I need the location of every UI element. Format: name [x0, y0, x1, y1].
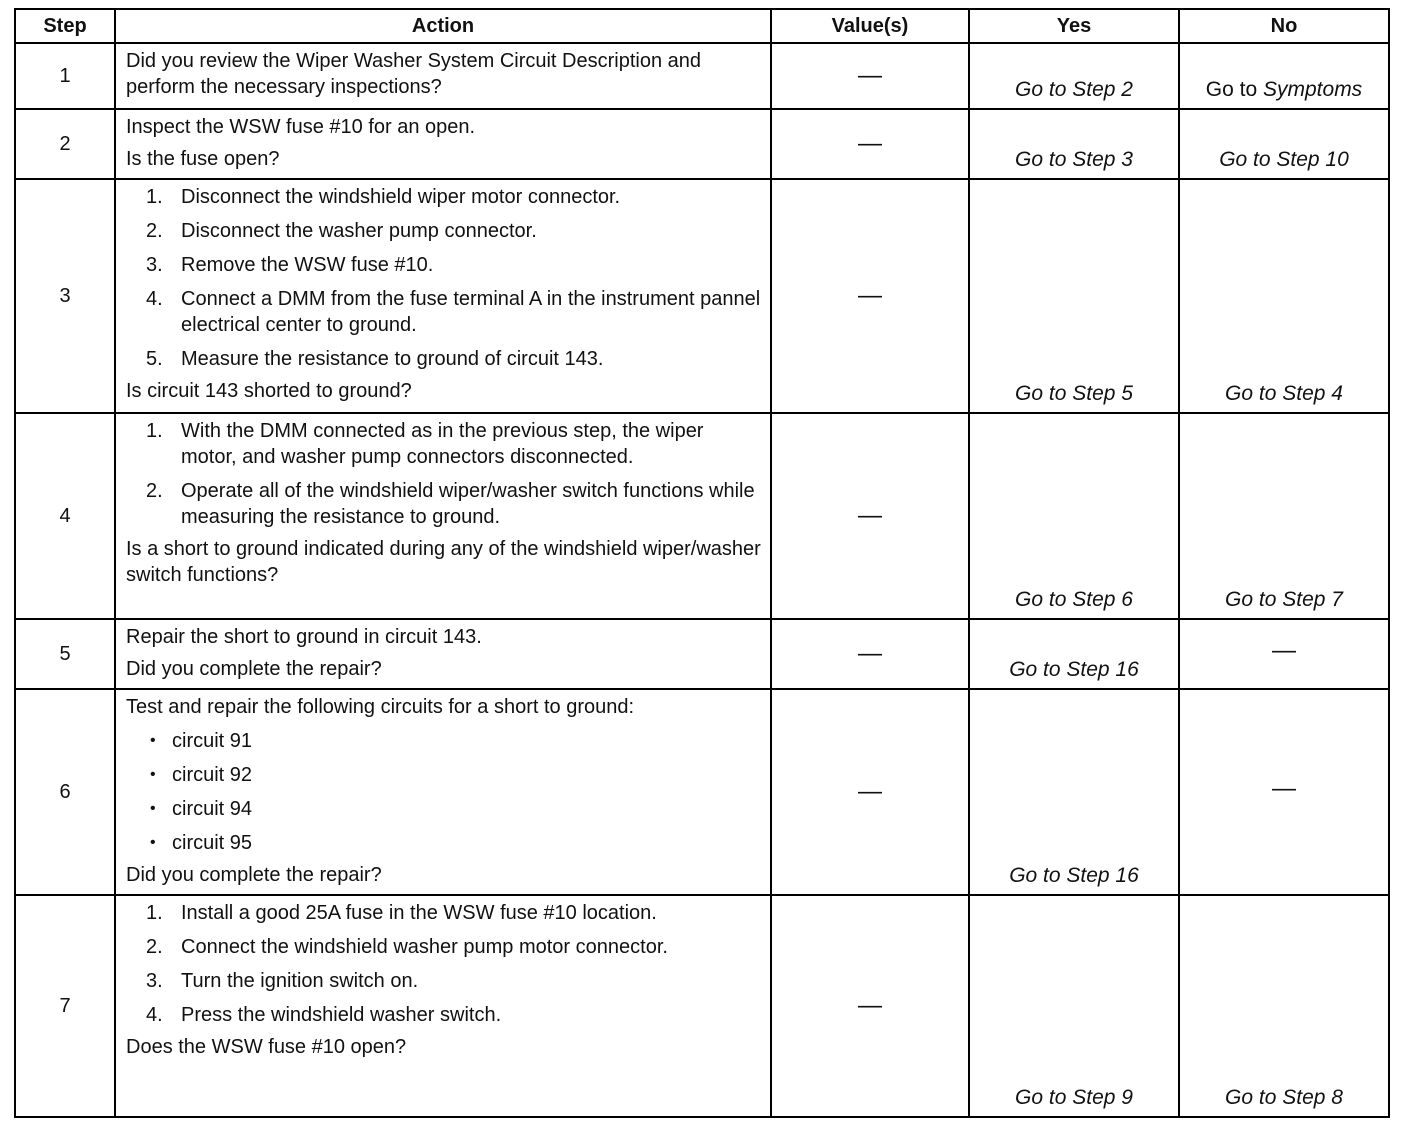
diagnostic-table	[14, 8, 1390, 1118]
table-row-step-6	[15, 689, 1389, 895]
yes-cell: Go to Step 6	[969, 413, 1179, 619]
list-item: 1. With the DMM connected as in the previous step, the wiper motor, and washer pump connectors disconnected.	[146, 420, 704, 468]
circuit-list	[126, 728, 762, 856]
value-cell: —	[771, 619, 969, 689]
list-item: • circuit 92	[150, 764, 253, 786]
list-item: 2. Operate all of the windshield wiper/washer switch functions while measuring the resistance to ground.	[146, 480, 755, 528]
list-item: • circuit 94	[150, 798, 253, 820]
no-cell: —	[1179, 619, 1389, 689]
list-item: 3. Turn the ignition switch on.	[146, 970, 419, 992]
action-question: Is the fuse open?	[126, 148, 280, 170]
list-item: 1. Install a good 25A fuse in the WSW fuse #10 location.	[146, 902, 657, 924]
no-cell: —	[1179, 689, 1389, 895]
action-cell	[115, 895, 771, 1117]
step-number: 4	[15, 413, 115, 619]
no-cell	[1179, 43, 1389, 109]
header-no: No	[1179, 9, 1389, 43]
action-cell	[115, 413, 771, 619]
action-question: Did you complete the repair?	[126, 658, 382, 680]
value-cell: —	[771, 689, 969, 895]
list-item: • circuit 91	[150, 730, 253, 752]
yes-cell: Go to Step 3	[969, 109, 1179, 179]
list-item: 2. Connect the windshield washer pump motor connector.	[146, 936, 668, 958]
header-value: Value(s)	[771, 9, 969, 43]
action-text: Test and repair the following circuits for a short to ground:	[126, 696, 635, 718]
step-number: 5	[15, 619, 115, 689]
no-cell: Go to Step 10	[1179, 109, 1389, 179]
action-question: Does the WSW fuse #10 open?	[126, 1036, 407, 1058]
action-cell	[115, 43, 771, 109]
step-number: 6	[15, 689, 115, 895]
list-item: 3. Remove the WSW fuse #10.	[146, 254, 434, 276]
yes-cell: Go to Step 9	[969, 895, 1179, 1117]
list-item: 1. Disconnect the windshield wiper motor connector.	[146, 186, 621, 208]
action-text: Repair the short to ground in circuit 143.	[126, 626, 482, 648]
header-step: Step	[15, 9, 115, 43]
action-cell	[115, 109, 771, 179]
step-number: 2	[15, 109, 115, 179]
action-text: Did you review the Wiper Washer System Circuit Description and perform the necessary inspections?	[126, 50, 702, 98]
action-steps-list	[126, 184, 762, 372]
no-cell: Go to Step 8	[1179, 895, 1389, 1117]
value-cell: —	[771, 179, 969, 413]
table-row-step-2	[15, 109, 1389, 179]
action-cell	[115, 619, 771, 689]
value-cell: —	[771, 895, 969, 1117]
action-cell	[115, 689, 771, 895]
no-cell: Go to Step 4	[1179, 179, 1389, 413]
action-steps-list	[126, 900, 762, 1028]
table-row-step-7	[15, 895, 1389, 1117]
table-row-step-3	[15, 179, 1389, 413]
action-question: Is a short to ground indicated during any of the windshield wiper/washer switch functions?	[126, 538, 761, 586]
yes-cell: Go to Step 16	[969, 689, 1179, 895]
header-row	[15, 9, 1389, 43]
value-cell: —	[771, 413, 969, 619]
list-item: 4. Connect a DMM from the fuse terminal A in the instrument pannel electrical center to ground.	[146, 288, 761, 336]
no-prefix: Go to	[1205, 78, 1263, 101]
table-row-step-5	[15, 619, 1389, 689]
step-number: 7	[15, 895, 115, 1117]
value-cell: —	[771, 109, 969, 179]
yes-cell: Go to Step 2	[969, 43, 1179, 109]
action-question: Is circuit 143 shorted to ground?	[126, 380, 412, 402]
action-text: Inspect the WSW fuse #10 for an open.	[126, 116, 476, 138]
yes-cell: Go to Step 5	[969, 179, 1179, 413]
action-steps-list	[126, 418, 762, 530]
value-cell: —	[771, 43, 969, 109]
list-item: 2. Disconnect the washer pump connector.	[146, 220, 537, 242]
table-row-step-4	[15, 413, 1389, 619]
table-row-step-1	[15, 43, 1389, 109]
no-cell: Go to Step 7	[1179, 413, 1389, 619]
yes-cell: Go to Step 16	[969, 619, 1179, 689]
list-item: • circuit 95	[150, 832, 253, 854]
list-item: 4. Press the windshield washer switch.	[146, 1004, 502, 1026]
step-number: 1	[15, 43, 115, 109]
action-question: Did you complete the repair?	[126, 864, 382, 886]
no-link-symptoms: Symptoms	[1263, 78, 1363, 101]
action-cell	[115, 179, 771, 413]
step-number: 3	[15, 179, 115, 413]
list-item: 5. Measure the resistance to ground of circuit 143.	[146, 348, 604, 370]
header-yes: Yes	[969, 9, 1179, 43]
header-action: Action	[115, 9, 771, 43]
